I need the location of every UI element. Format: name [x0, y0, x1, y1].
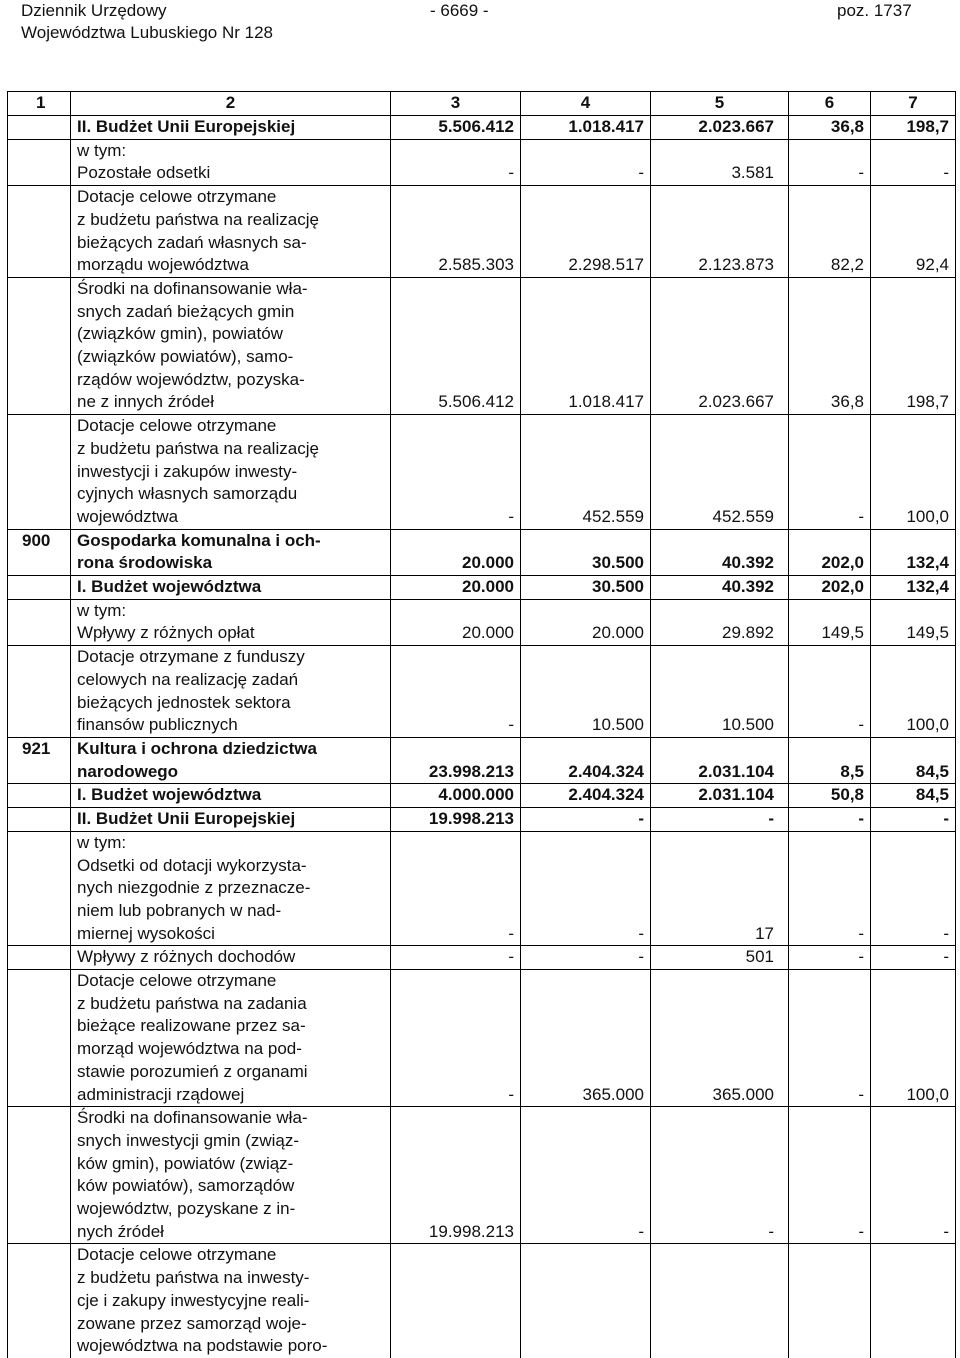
row-description: [71, 116, 391, 140]
value-cell: -: [871, 808, 956, 832]
table-row: [8, 784, 956, 808]
description-line: z budżetu państwa na zadania: [77, 993, 307, 1013]
description-line: bieżące realizowane przez sa-: [77, 1016, 306, 1036]
value-cell: [871, 831, 956, 854]
description-line: w tym:: [77, 832, 127, 852]
value-cell: 20.000: [521, 622, 651, 645]
value-cell: -: [391, 646, 521, 738]
budget-table: [7, 91, 956, 1358]
table-row: [8, 415, 956, 530]
section-code: [8, 622, 71, 645]
row-description: [71, 415, 391, 530]
description-line: Gospodarka komunalna i och-: [77, 530, 321, 550]
value-cell: -: [789, 808, 871, 832]
row-description: [71, 162, 391, 185]
table-row: [8, 277, 956, 414]
description-line: z budżetu państwa na realizację: [77, 438, 319, 458]
description-line: zowane przez samorząd woje-: [77, 1313, 307, 1333]
section-code: [8, 277, 71, 414]
value-cell: 2.031.104: [651, 737, 789, 783]
column-header: 1: [8, 92, 71, 116]
row-description: [71, 831, 391, 854]
table-row: [8, 599, 956, 622]
value-cell: 365.000: [651, 970, 789, 1107]
description-line: nych źródeł: [77, 1221, 164, 1241]
value-cell: -: [789, 1107, 871, 1244]
value-cell: 198,7: [871, 277, 956, 414]
value-cell: 2.585.303: [391, 186, 521, 278]
value-cell: 100,0: [871, 415, 956, 530]
value-cell: -: [521, 808, 651, 832]
value-cell: 3.581: [651, 162, 789, 185]
description-line: ne z innych źródeł: [77, 392, 215, 412]
value-cell: 23.998.213: [391, 737, 521, 783]
section-code: [8, 646, 71, 738]
value-cell: 132,4: [871, 529, 956, 575]
value-cell: -: [391, 946, 521, 970]
description-line: morządu województwa: [77, 255, 249, 275]
value-cell: 100,0: [871, 970, 956, 1107]
description-line: finansów publicznych: [77, 715, 238, 735]
value-cell: 36,8: [789, 277, 871, 414]
value-cell: -: [789, 646, 871, 738]
row-description: [71, 1244, 391, 1358]
value-cell: 20.000: [391, 622, 521, 645]
value-cell: 2.404.324: [521, 737, 651, 783]
value-cell: [871, 139, 956, 162]
value-cell: 36,8: [789, 116, 871, 140]
row-description: [71, 970, 391, 1107]
section-code: [8, 1107, 71, 1244]
description-line: Środki na dofinansowanie wła-: [77, 278, 308, 298]
column-header: 6: [789, 92, 871, 116]
value-cell: -: [391, 415, 521, 530]
description-line: I. Budżet województwa: [77, 785, 262, 805]
row-description: [71, 784, 391, 808]
table-row: [8, 162, 956, 185]
table-row: [8, 116, 956, 140]
table-row: [8, 576, 956, 600]
value-cell: 132,4: [871, 576, 956, 600]
description-line: Odsetki od dotacji wykorzysta-: [77, 855, 307, 875]
value-cell: 1.018.417: [521, 116, 651, 140]
description-line: II. Budżet Unii Europejskiej: [77, 117, 296, 136]
value-cell: [789, 599, 871, 622]
section-code: [8, 784, 71, 808]
value-cell: 100,0: [871, 646, 956, 738]
description-line: z budżetu państwa na realizację: [77, 209, 319, 229]
description-line: Wpływy z różnych dochodów: [77, 947, 296, 967]
description-line: Wpływy z różnych opłat: [77, 623, 255, 643]
description-line: województw, pozyskane z in-: [77, 1199, 296, 1219]
column-header: 4: [521, 92, 651, 116]
description-line: nych niezgodnie z przeznacze-: [77, 878, 311, 898]
value-cell: [871, 599, 956, 622]
description-line: miernej wysokości: [77, 923, 215, 943]
value-cell: [789, 831, 871, 854]
table-row: [8, 808, 956, 832]
description-line: ków gmin), powiatów (związ-: [77, 1153, 294, 1173]
value-cell: -: [391, 855, 521, 946]
value-cell: 149,5: [789, 622, 871, 645]
table-row: [8, 855, 956, 946]
value-cell: 84,5: [871, 784, 956, 808]
description-line: bieżących jednostek sektora: [77, 692, 291, 712]
description-line: narodowego: [77, 761, 179, 781]
value-cell: 202,0: [789, 576, 871, 600]
description-line: snych inwestycji gmin (związ-: [77, 1130, 299, 1150]
section-code: [8, 162, 71, 185]
value-cell: 4.000.000: [391, 784, 521, 808]
value-cell: -: [789, 855, 871, 946]
value-cell: 10.500: [651, 646, 789, 738]
description-line: Środki na dofinansowanie wła-: [77, 1108, 308, 1128]
value-cell: 2.023.667: [651, 277, 789, 414]
value-cell: -: [789, 970, 871, 1107]
value-cell: 17: [651, 855, 789, 946]
row-description: [71, 646, 391, 738]
table-row: [8, 622, 956, 645]
table-row: [8, 646, 956, 738]
journal-subtitle: Województwa Lubuskiego Nr 128: [21, 23, 273, 42]
value-cell: 19.998.213: [391, 808, 521, 832]
description-line: (związków powiatów), samo-: [77, 347, 294, 367]
value-cell: -: [521, 1107, 651, 1244]
value-cell: 92,4: [871, 186, 956, 278]
table-row: [8, 1244, 956, 1358]
value-cell: 5.506.412: [391, 277, 521, 414]
description-line: II. Budżet Unii Europejskiej: [77, 809, 296, 829]
value-cell: [391, 599, 521, 622]
column-header: 5: [651, 92, 789, 116]
position-number: poz. 1737: [837, 1, 912, 20]
table-row: [8, 946, 956, 970]
value-cell: [789, 1244, 871, 1358]
value-cell: [651, 831, 789, 854]
description-line: ków powiatów), samorządów: [77, 1176, 295, 1196]
description-line: administracji rządowej: [77, 1084, 245, 1104]
value-cell: 2.123.873: [651, 186, 789, 278]
description-line: województwa na podstawie poro-: [77, 1336, 328, 1356]
description-line: bieżących zadań własnych sa-: [77, 232, 307, 252]
row-description: [71, 1107, 391, 1244]
description-line: w tym:: [77, 600, 127, 620]
description-line: w tym:: [77, 140, 127, 160]
value-cell: 30.500: [521, 576, 651, 600]
value-cell: 19.998.213: [391, 1107, 521, 1244]
table-row: [8, 186, 956, 278]
value-cell: -: [521, 855, 651, 946]
value-cell: 50,8: [789, 784, 871, 808]
value-cell: 202,0: [789, 529, 871, 575]
journal-title: Dziennik Urzędowy: [21, 1, 167, 20]
value-cell: 40.392: [651, 529, 789, 575]
value-cell: -: [871, 162, 956, 185]
description-line: stawie porozumień z organami: [77, 1061, 308, 1081]
row-description: [71, 946, 391, 970]
table-row: [8, 139, 956, 162]
value-cell: [521, 1244, 651, 1358]
description-line: inwestycji i zakupów inwesty-: [77, 461, 298, 481]
value-cell: -: [651, 1107, 789, 1244]
page-number: - 6669 -: [430, 1, 489, 20]
value-cell: [651, 599, 789, 622]
section-code: [8, 808, 71, 832]
value-cell: 20.000: [391, 529, 521, 575]
value-cell: 198,7: [871, 116, 956, 140]
value-cell: -: [871, 855, 956, 946]
value-cell: [871, 1244, 956, 1358]
value-cell: -: [789, 946, 871, 970]
value-cell: 29.892: [651, 622, 789, 645]
value-cell: [391, 1244, 521, 1358]
value-cell: 1.018.417: [521, 277, 651, 414]
value-cell: -: [789, 162, 871, 185]
table-row: [8, 831, 956, 854]
table-row: [8, 737, 956, 783]
value-cell: 501: [651, 946, 789, 970]
row-description: [71, 855, 391, 946]
table-row: [8, 970, 956, 1107]
description-line: cyjnych własnych samorządu: [77, 484, 298, 504]
column-header: 3: [391, 92, 521, 116]
section-code: [8, 831, 71, 854]
value-cell: -: [391, 162, 521, 185]
value-cell: -: [789, 415, 871, 530]
description-line: Dotacje celowe otrzymane: [77, 1245, 277, 1265]
value-cell: [391, 831, 521, 854]
description-line: (związków gmin), powiatów: [77, 324, 283, 344]
value-cell: 2.023.667: [651, 116, 789, 140]
value-cell: 365.000: [521, 970, 651, 1107]
value-cell: 5.506.412: [391, 116, 521, 140]
description-line: morząd województwa na pod-: [77, 1039, 302, 1059]
value-cell: 82,2: [789, 186, 871, 278]
value-cell: [521, 139, 651, 162]
description-line: Dotacje celowe otrzymane: [77, 416, 277, 436]
table-row: [8, 1107, 956, 1244]
value-cell: -: [871, 1107, 956, 1244]
section-code: [8, 139, 71, 162]
value-cell: -: [521, 162, 651, 185]
value-cell: 2.404.324: [521, 784, 651, 808]
description-line: niem lub pobranych w nad-: [77, 900, 282, 920]
section-code: [8, 1244, 71, 1358]
row-description: [71, 622, 391, 645]
description-line: Kultura i ochrona dziedzictwa: [77, 738, 317, 758]
description-line: województwa: [77, 506, 179, 526]
section-code: [8, 855, 71, 946]
description-line: Dotacje otrzymane z funduszy: [77, 647, 305, 667]
section-code: [8, 946, 71, 970]
value-cell: [651, 139, 789, 162]
column-number-row: [8, 92, 956, 116]
description-line: Dotacje celowe otrzymane: [77, 971, 277, 991]
section-code: 921: [8, 737, 71, 783]
value-cell: [521, 831, 651, 854]
description-line: rządów województw, pozyska-: [77, 369, 305, 389]
value-cell: 8,5: [789, 737, 871, 783]
row-description: [71, 277, 391, 414]
row-description: [71, 599, 391, 622]
value-cell: -: [391, 970, 521, 1107]
description-line: celowych na realizację zadań: [77, 669, 299, 689]
section-code: [8, 599, 71, 622]
section-code: [8, 186, 71, 278]
value-cell: -: [521, 946, 651, 970]
row-description: [71, 737, 391, 783]
row-description: [71, 139, 391, 162]
description-line: snych zadań bieżących gmin: [77, 301, 295, 321]
value-cell: -: [651, 808, 789, 832]
value-cell: 10.500: [521, 646, 651, 738]
column-header: 2: [71, 92, 391, 116]
row-description: [71, 808, 391, 832]
value-cell: 2.298.517: [521, 186, 651, 278]
description-line: cje i zakupy inwestycyjne reali-: [77, 1290, 310, 1310]
description-line: Pozostałe odsetki: [77, 163, 211, 183]
value-cell: [521, 599, 651, 622]
value-cell: 452.559: [651, 415, 789, 530]
section-code: [8, 970, 71, 1107]
section-code: 900: [8, 529, 71, 575]
row-description: [71, 529, 391, 575]
value-cell: 2.031.104: [651, 784, 789, 808]
value-cell: 30.500: [521, 529, 651, 575]
value-cell: 84,5: [871, 737, 956, 783]
description-line: z budżetu państwa na inwesty-: [77, 1268, 310, 1288]
value-cell: [789, 139, 871, 162]
section-code: [8, 116, 71, 140]
table-row: [8, 529, 956, 575]
row-description: [71, 186, 391, 278]
value-cell: [651, 1244, 789, 1358]
description-line: I. Budżet województwa: [77, 577, 262, 597]
value-cell: 40.392: [651, 576, 789, 600]
value-cell: 149,5: [871, 622, 956, 645]
section-code: [8, 576, 71, 600]
description-line: Dotacje celowe otrzymane: [77, 187, 277, 207]
value-cell: [391, 139, 521, 162]
description-line: rona środowiska: [77, 553, 213, 573]
section-code: [8, 415, 71, 530]
column-header: 7: [871, 92, 956, 116]
row-description: [71, 576, 391, 600]
value-cell: 20.000: [391, 576, 521, 600]
value-cell: -: [871, 946, 956, 970]
value-cell: 452.559: [521, 415, 651, 530]
